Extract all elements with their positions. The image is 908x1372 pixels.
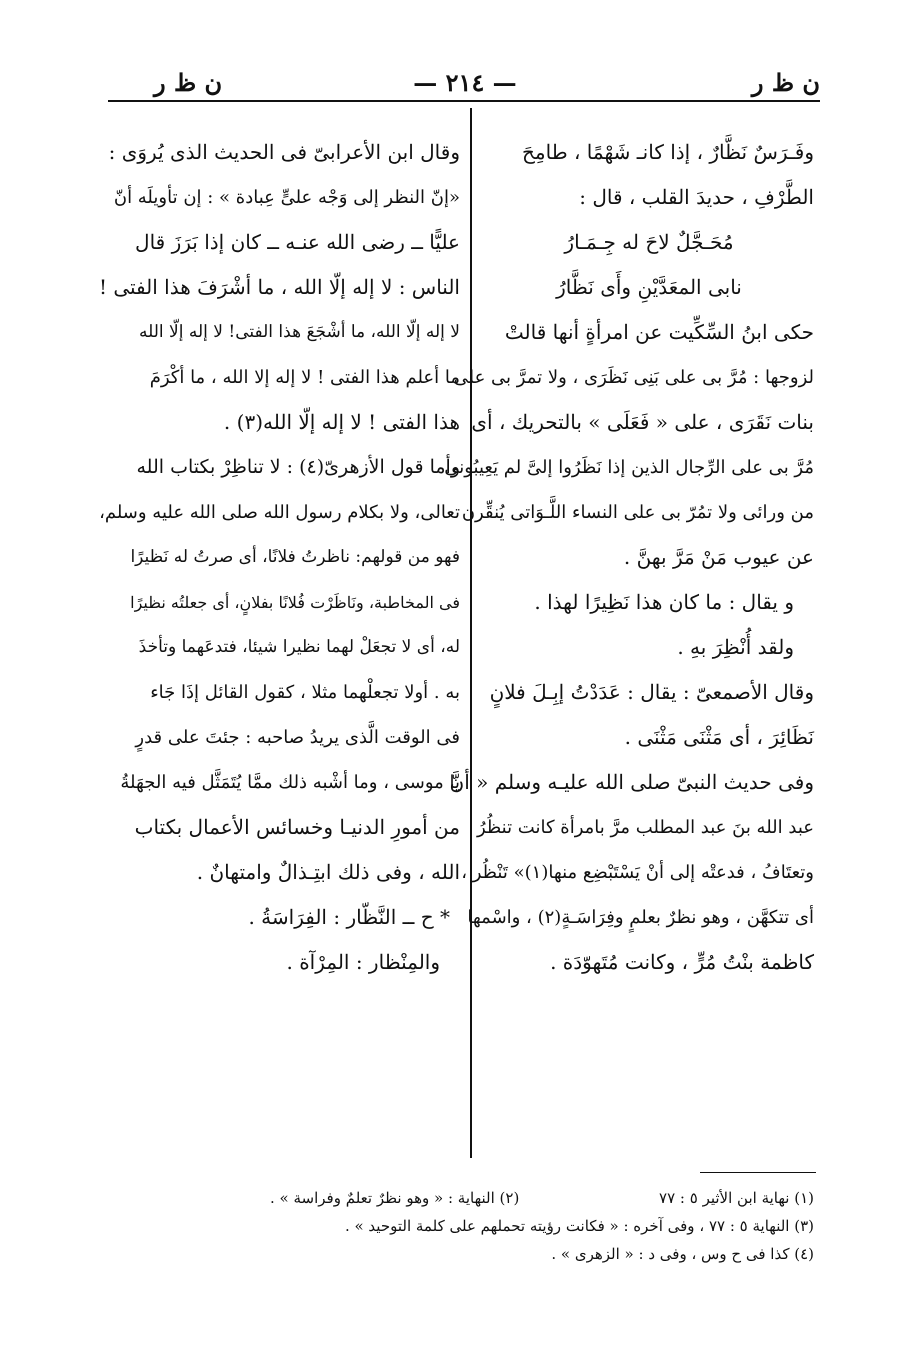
header-rule <box>108 100 820 102</box>
text-line: هذا الفتى ! لا إله إلّا الله(٣) . <box>223 410 460 434</box>
text-line: لا إله إلّا الله، ما أشْجَعَ هذا الفتى! لا إله إلّا الله <box>139 322 460 342</box>
text-line: بنات نَقَرَى ، على « فَعَلَى » بالتحريك ، أى <box>471 410 814 434</box>
footnote-1: (١) نهاية ابن الأثير ٥ : ٧٧ <box>659 1189 814 1207</box>
text-line: الله ، وفى ذلك ابتِـذالٌ وامتهانٌ . <box>196 860 460 884</box>
text-line: به . أولا تجعلْهما مثلا ، كقول القائل إذَا جَاء <box>150 682 460 703</box>
text-line: عبد الله بنَ عبد المطلب مرَّ بامرأة كانت تنظُرُ <box>476 817 814 838</box>
text-line: ما أعلم هذا الفتى ! لا إله إلا الله ، ما أكْرَمَ <box>149 367 460 388</box>
text-line: وقال ابن الأعرابىّ فى الحديث الذى يُروَى : <box>108 140 460 164</box>
text-line: والمِنْظار : المِرْآة . <box>286 950 440 974</box>
text-line: من أمورِ الدنيـا وخسائس الأعمال بكتاب <box>134 815 460 839</box>
header-root-left: ن ظ ر <box>154 68 223 97</box>
left-column <box>98 130 460 985</box>
footnotes <box>150 1184 814 1268</box>
text-line: «إنّ النظر إلى وَجْه علىٍّ عِبادة » : إن تأويلَه أنّ <box>113 187 460 208</box>
verse-line: مُحَـجَّلٌ لاحَ له جِـمَـارُ <box>564 230 734 254</box>
text-line: أى تتكهَّن ، وهو نظرٌ بعلمٍ وفِرَاسَـةٍ(٢) ، واسْمها <box>467 907 814 928</box>
footnote-rule <box>700 1172 816 1173</box>
text-line: من ورائى ولا تمُرّ بى على النساء اللَّـوَاتى يُنقِّرن <box>461 502 814 523</box>
text-line: له، أى لا تجعَلْ لهما نظيرا شيئا، فتدعَهما وتأخذَ <box>138 637 460 657</box>
verse-line: نابى المعَدَّيْنِ وأَى نَظَّارُ <box>556 275 742 299</box>
text-line: عن عيوب مَنْ مَرَّ بهنَّ . <box>623 545 814 569</box>
text-line: لزوجها : مُرَّ بى على بَنِى نَظَرَى ، ولا تمرَّ بى على <box>453 367 814 388</box>
text-line: وأما قول الأزهرىّ(٤) : لا تناظِرْ بكتاب الله <box>136 456 460 478</box>
footnote-3: (٣) النهاية ٥ : ٧٧ ، وفى آخره : « فكانت رؤيته تحملهم على كلمة التوحيد » . <box>344 1217 814 1235</box>
text-line: وفَـرَسٌ نَظَّارٌ ، إذا كانـ شَهْمًا ، طامِحَ <box>522 140 814 164</box>
page-header <box>110 60 820 100</box>
text-line: وتعتَافُ ، فدعتْه إلى أنْ يَسْتَبْضِع منها(١)» تَنْظُر ، <box>461 862 814 883</box>
text-line: الطَّرْفِ ، حديدَ القلب ، قال : <box>579 185 814 209</box>
right-column <box>444 130 814 985</box>
text-line: حكى ابنُ السِّكِّيت عن امرأةٍ أنها قالتْ <box>504 320 814 344</box>
text-line: ولقد أُنْظِرَ بهِ . <box>677 635 794 659</box>
text-line: * ح ــ النَّظّار : الفِرَاسَةُ . <box>248 905 450 929</box>
text-line: مُرَّ بى على الرِّجال الذين إذا نَظَرُوا إلىَّ لم يَعِيبُونى <box>444 457 814 478</box>
text-line: فهو من قولهم: ناظرتُ فلانًا، أى صرتُ له نَظيرًا <box>130 547 460 567</box>
text-line: و يقال : ما كان هذا نَظِيرًا لهذا . <box>534 590 794 614</box>
text-line: كاظمة بنْتُ مُرٍّ ، وكانت مُتَهوّدَة . <box>550 950 814 974</box>
text-line: تعالى، ولا بكلام رسول الله صلى الله عليه وسلم، <box>99 502 460 523</box>
footnote-2: (٢) النهاية : « وهو نظرٌ تعلمٌ وفراسة » . <box>270 1189 520 1207</box>
text-line: الناس : لا إله إلّا الله ، ما أشْرَفَ هذا الفتى ! <box>98 275 460 299</box>
column-divider <box>470 108 472 1158</box>
page-number: — ٢١٤ — <box>413 68 517 97</box>
text-line: يا موسى ، وما أشْبه ذلك ممَّا يُتَمَثَّل فيه الجهَلةُ <box>120 772 460 793</box>
text-line: فى الوقت الَّذى يريدُ صاحبه : جئتَ على قدرٍ <box>135 727 460 748</box>
text-line: فى المخاطبة، ونَاظَرْت فُلانًا بفلانٍ، أى جعلتُه نظيرًا <box>130 593 460 612</box>
text-line: وفى حديث النبىّ صلى الله عليـه وسلم « أنَّ <box>449 770 814 794</box>
text-line: نَظَائِرَ ، أى مَثْنَى مَثْنَى . <box>624 725 814 749</box>
header-root-right: ن ظ ر <box>751 68 820 97</box>
text-line: وقال الأصمعىّ : يقال : عَدَدْتُ إبِـلَ فلانٍ <box>489 680 814 704</box>
text-line: عليًّا ــ رضى الله عنـه ــ كان إذا بَرَزَ قال <box>135 230 460 254</box>
footnote-4: (٤) كذا فى ح وس ، وفى د : « الزهرى » . <box>551 1245 814 1263</box>
